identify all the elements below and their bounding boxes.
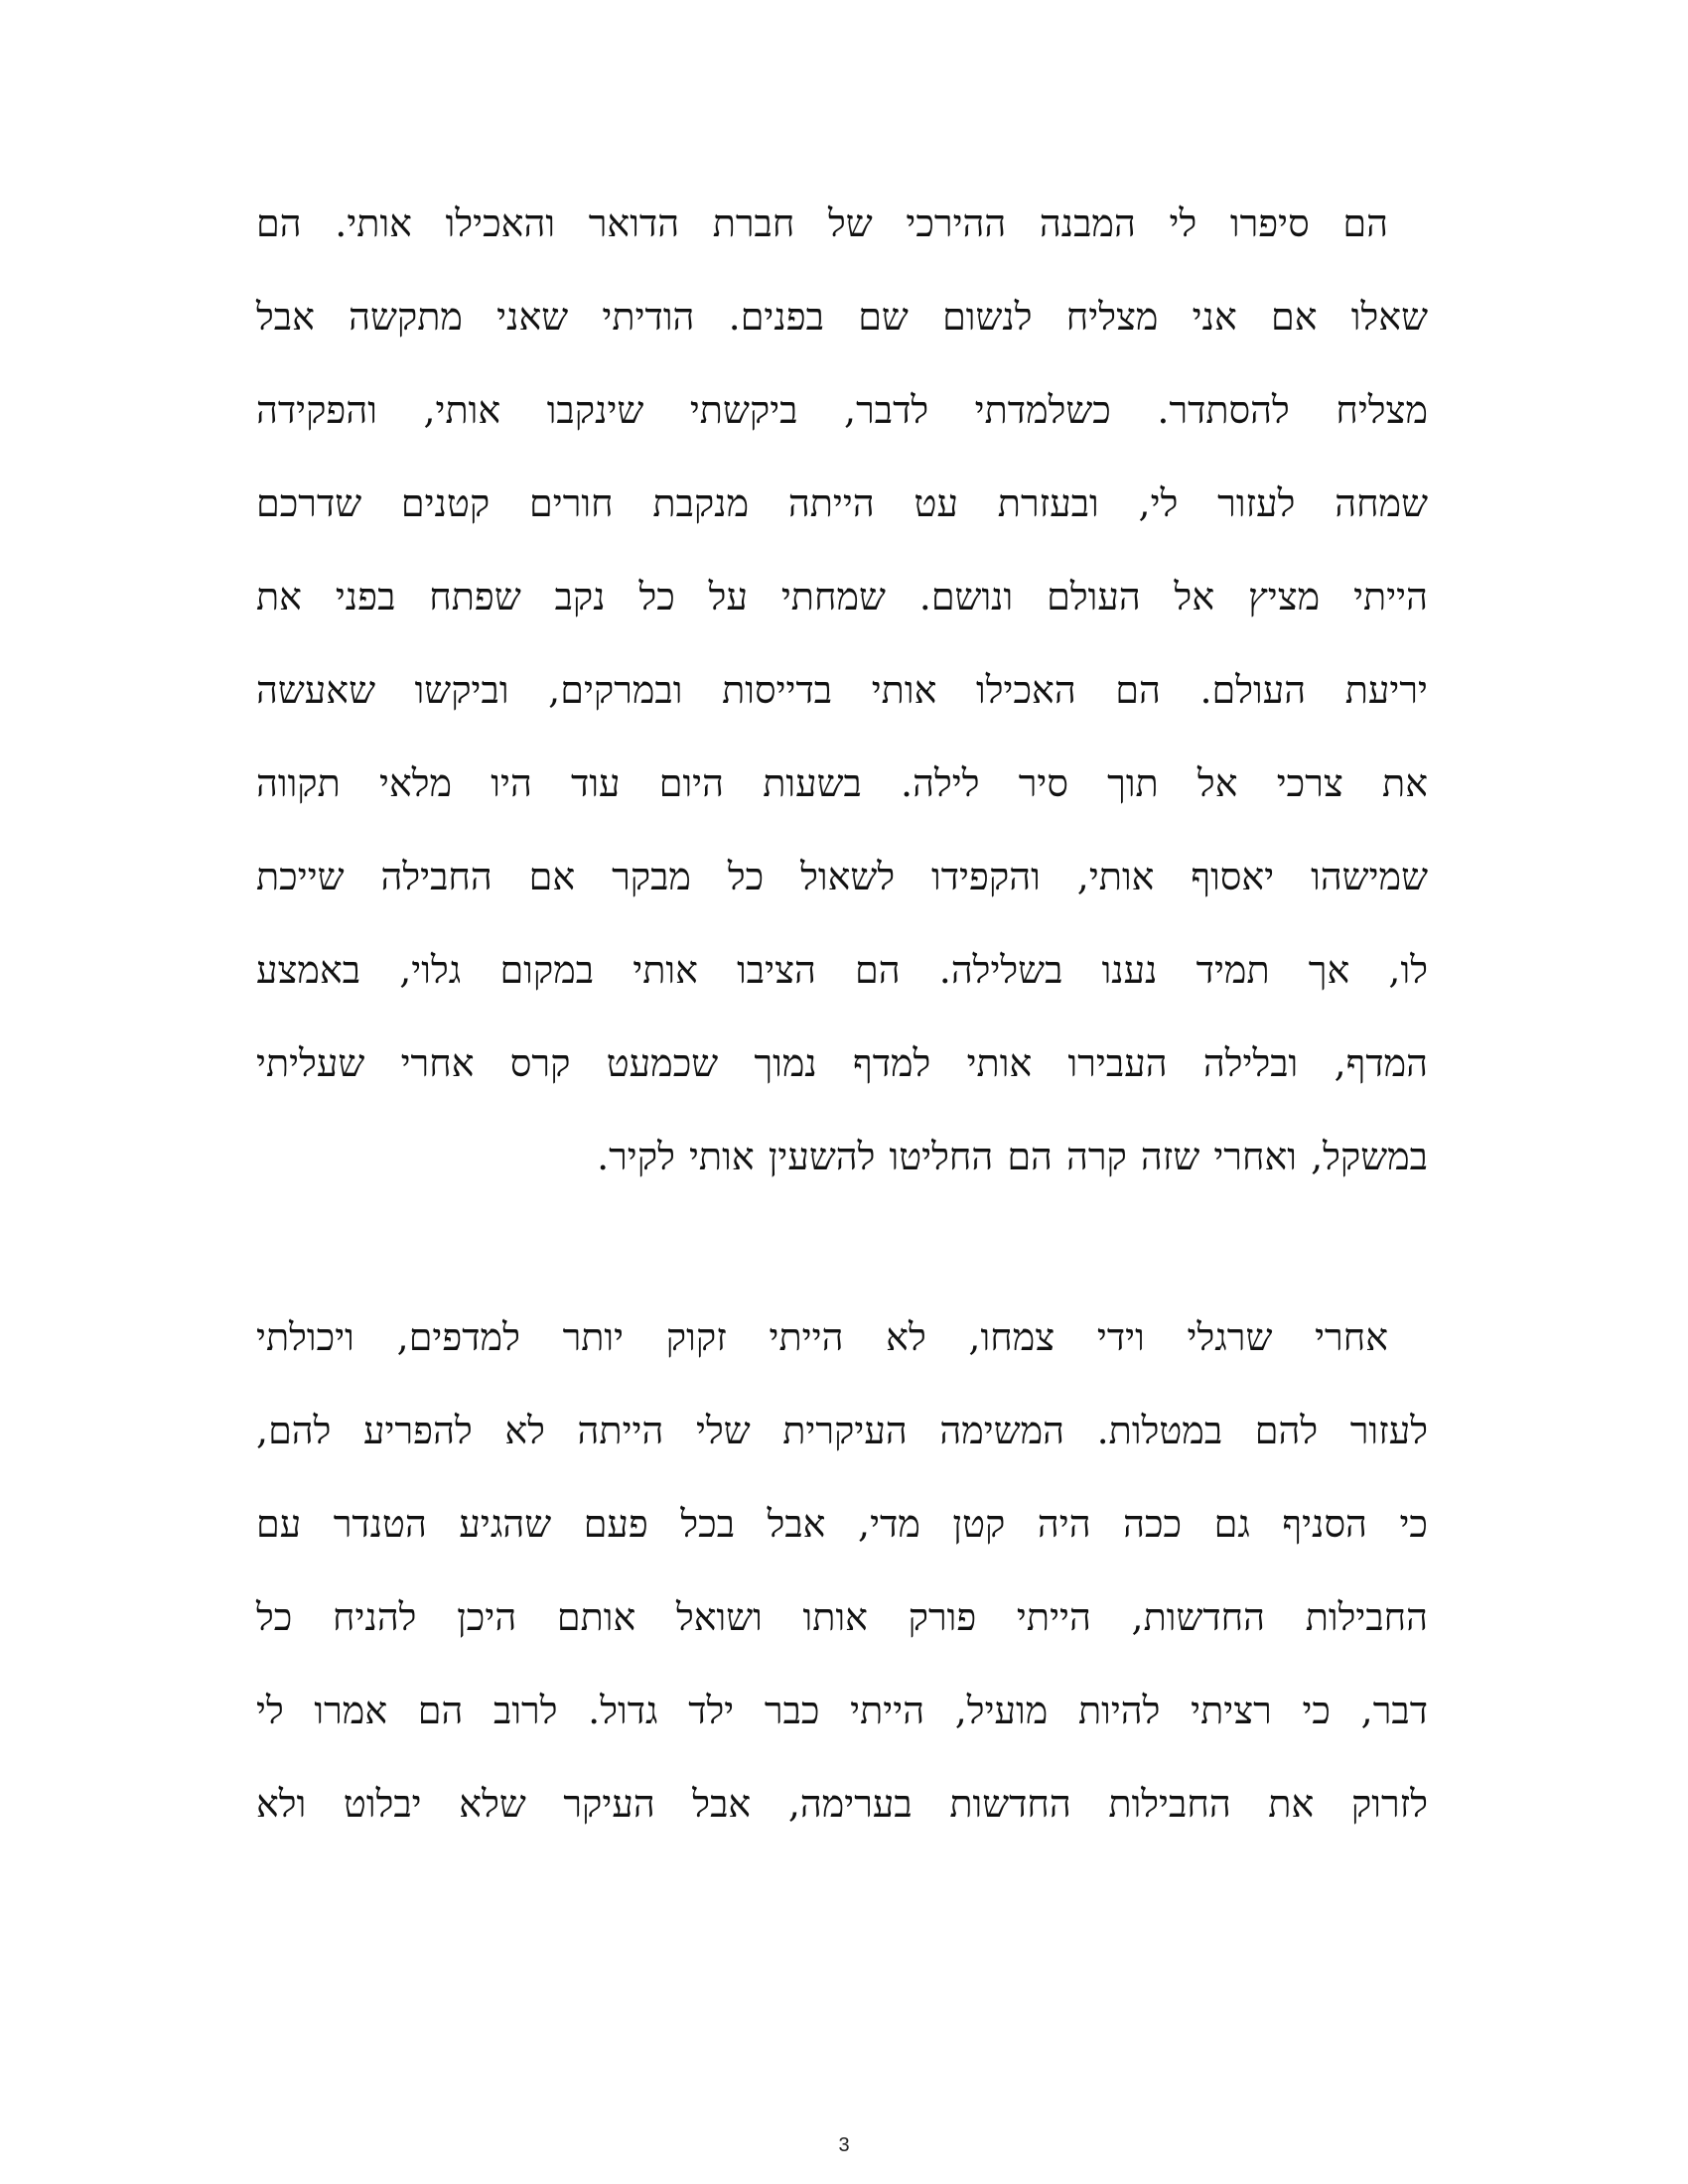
paragraph-line: לו, אך תמיד נענו בשלילה. הם הציבו אותי במקום גלוי, באמצע: [256, 948, 1428, 992]
paragraph-1: [256, 177, 1428, 1203]
paragraph-line: לזרוק את החבילות החדשות בערימה, אבל העיקר שלא יבלוט ולא: [256, 1782, 1428, 1826]
paragraph-line: הם סיפרו לי המבנה ההירכי של חברת הדואר והאכילו אותי. הם: [256, 202, 1388, 245]
paragraph-line: במשקל, ואחרי שזה קרה הם החליטו להשעין אותי לקיר.: [597, 1135, 1428, 1178]
paragraph-line: שמחה לעזור לי, ובעזרת עט הייתה מנקבת חורים קטנים שדרכם: [256, 481, 1428, 525]
paragraph-line: יריעת העולם. הם האכילו אותי בדייסות ובמרקים, וביקשו שאעשה: [256, 668, 1428, 712]
paragraph-line: אחרי שרגלי וידי צמחו, לא הייתי זקוק יותר למדפים, ויכולתי: [256, 1315, 1388, 1359]
paragraph-line: שאלו אם אני מצליח לנשום שם בפנים. הודיתי שאני מתקשה אבל: [256, 295, 1428, 339]
paragraph-line: הייתי מציץ אל העולם ונושם. שמחתי על כל נקב שפתח בפני את: [256, 575, 1428, 618]
paragraph-line: דבר, כי רציתי להיות מועיל, הייתי כבר ילד גדול. לרוב הם אמרו לי: [256, 1689, 1428, 1732]
paragraph-line: את צרכי אל תוך סיר לילה. בשעות היום עוד היו מלאי תקווה: [256, 761, 1428, 805]
paragraph-line: החבילות החדשות, הייתי פורק אותו ושואל אותם היכן להניח כל: [256, 1595, 1428, 1639]
paragraph-line: שמישהו יאסוף אותי, והקפידו לשאול כל מבקר אם החבילה שייכת: [256, 855, 1428, 898]
page-number: 3: [838, 2134, 850, 2156]
paragraph-line: לעזור להם במטלות. המשימה העיקרית שלי הייתה לא להפריע להם,: [256, 1409, 1428, 1452]
paragraph-2: [256, 1291, 1428, 1850]
paragraph-line: כי הסניף גם ככה היה קטן מדי, אבל בכל פעם שהגיע הטנדר עם: [256, 1502, 1428, 1546]
paragraph-line: מצליח להסתדר. כשלמדתי לדבר, ביקשתי שינקבו אותי, והפקידה: [256, 388, 1428, 432]
paragraph-line: המדף, ובלילה העבירו אותי למדף נמוך שכמעט קרס אחרי שעליתי: [256, 1041, 1428, 1085]
